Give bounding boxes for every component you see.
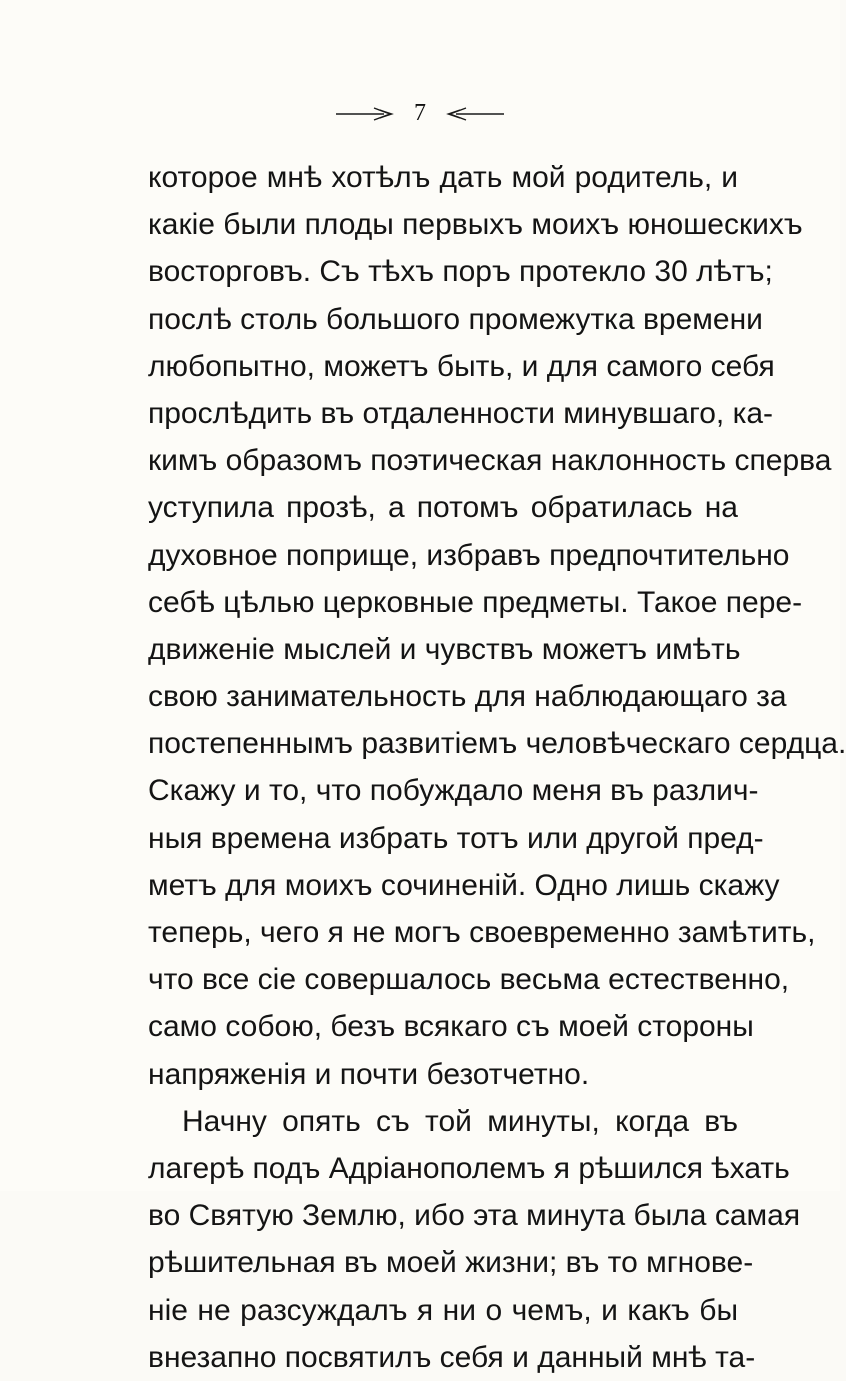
page-header: [0, 95, 840, 131]
right-ornament-icon: [436, 103, 506, 123]
text-line: движеніе мыслей и чувствъ можетъ имѣть: [148, 632, 741, 666]
text-line: прослѣдить въ отдаленности минувшаго, ка-: [148, 396, 774, 430]
body-text: [148, 154, 846, 1381]
page-number: 7: [414, 100, 426, 126]
text-line: которое мнѣ хотѣлъ дать мой родитель, и: [148, 161, 738, 194]
text-line: что все сіе совершалось весьма естественно,: [148, 963, 790, 997]
text-line: метъ для моихъ сочиненій. Одно лишь скажу: [148, 868, 780, 902]
text-line: лагерѣ подъ Адріанополемъ я рѣшился ѣхать: [148, 1151, 790, 1185]
text-line: восторговъ. Съ тѣхъ поръ протекло 30 лѣтъ;: [148, 255, 773, 289]
left-ornament-icon: [334, 103, 404, 123]
text-line: рѣшительная въ моей жизни; въ то мгнове-: [148, 1246, 754, 1280]
text-line: свою занимательность для наблюдающаго за: [148, 680, 787, 714]
text-line: внезапно посвятилъ себя и данный мнѣ та-: [148, 1340, 756, 1374]
text-line: Начну опять съ той минуты, когда въ: [182, 1104, 738, 1138]
text-line: Скажу и то, что побуждало меня въ различ-: [148, 774, 759, 808]
text-line: духовное поприще, избравъ предпочтительно: [148, 538, 790, 572]
text-line: уступила прозѣ, а потомъ обратилась на: [148, 491, 738, 525]
text-line: ныя времена избрать тотъ или другой пред-: [148, 821, 764, 855]
text-line: само собою, безъ всякаго съ моей стороны: [148, 1010, 754, 1044]
text-line: ніе не разсуждалъ я ни о чемъ, и какъ бы: [148, 1293, 738, 1327]
text-line: послѣ столь большого промежутка времени: [148, 302, 763, 336]
text-line: постепеннымъ развитіемъ человѣческаго сердца.: [148, 727, 846, 761]
text-line: кимъ образомъ поэтическая наклонность сперва: [148, 444, 832, 478]
text-line: теперь, чего я не могъ своевременно замѣтить,: [148, 916, 816, 949]
text-line: напряженія и почти безотчетно.: [148, 1057, 590, 1091]
text-line: себѣ цѣлью церковные предметы. Такое пере-: [148, 585, 803, 619]
text-line: любопытно, можетъ быть, и для самого себя: [148, 349, 775, 383]
text-line: во Святую Землю, ибо эта минута была самая: [148, 1199, 801, 1233]
text-line: какіе были плоды первыхъ моихъ юношескихъ: [148, 208, 803, 242]
